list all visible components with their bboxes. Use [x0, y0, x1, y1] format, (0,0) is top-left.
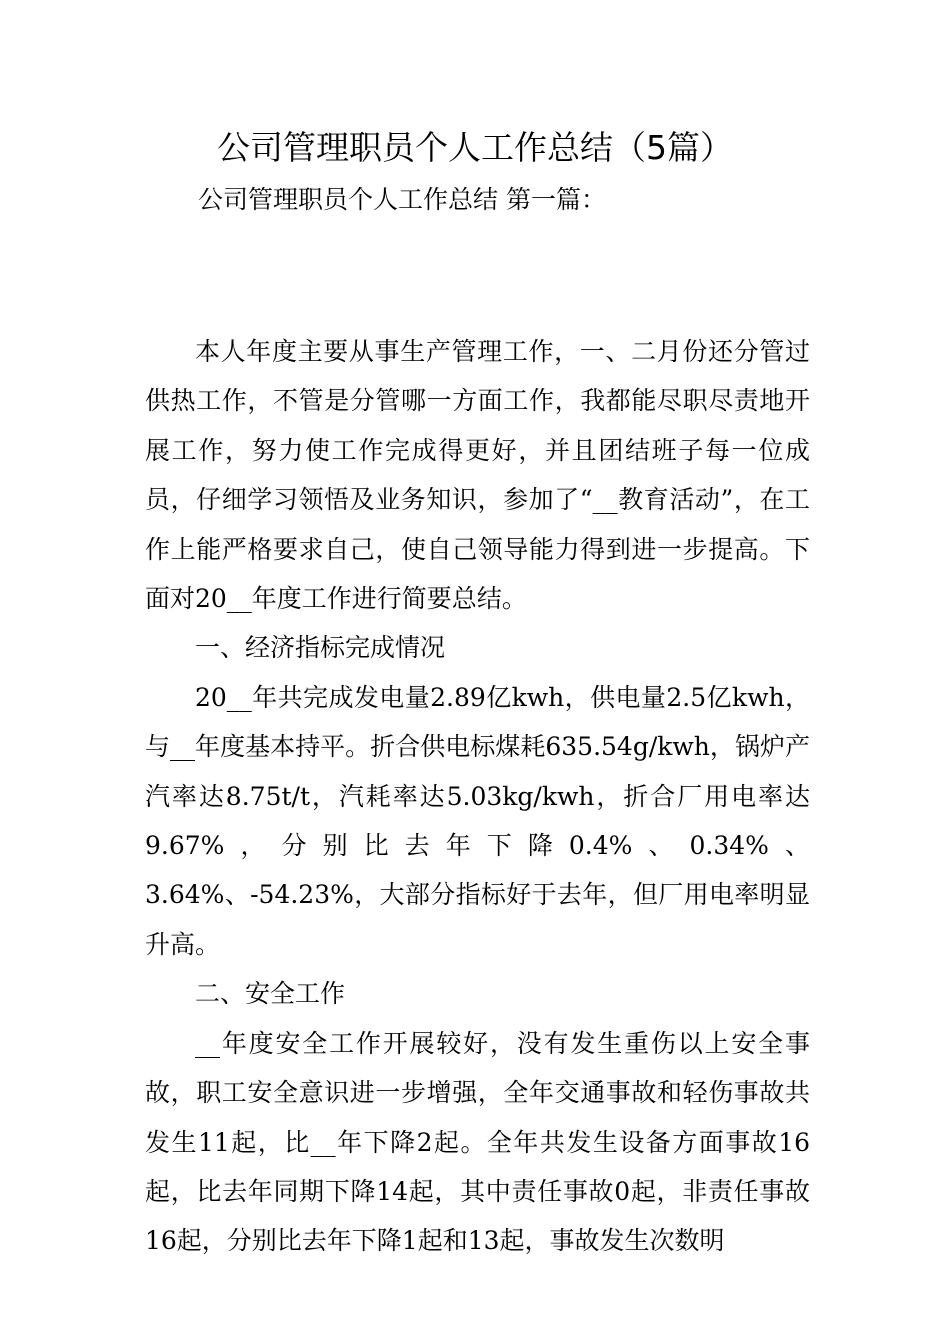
section-heading-safety: 二、安全工作: [195, 979, 346, 1009]
paragraph-economic: 20__年共完成发电量2.89亿kwh，供电量2.5亿kwh，与__年度基本持平。折合供电标煤耗635.54g/kwh，锅炉产汽率达8.75t/t，汽耗率达5.03kg/kwh，折合厂用电率达9.67%，分别比去年下降0.4%、0.34%、3.64%、-54.23%，大部分指标好于去年，但厂用电率明显升高。: [145, 682, 810, 959]
section-heading-economic: 一、经济指标完成情况: [195, 633, 446, 663]
document-title: 公司管理职员个人工作总结（5篇）: [217, 128, 733, 167]
paragraph-safety: __年度安全工作开展较好，没有发生重伤以上安全事故，职工安全意识进一步增强，全年交通事故和轻伤事故共发生11起，比__年下降2起。全年共发生设备方面事故16起，比去年同期下降14起，其中责任事故0起，非责任事故16起，分别比去年下降1起和13起，事故发生次数明: [145, 1028, 810, 1256]
document-subtitle: 公司管理职员个人工作总结 第一篇：: [198, 185, 606, 214]
document-body: [145, 327, 810, 1266]
paragraph-intro: 本人年度主要从事生产管理工作，一、二月份还分管过供热工作，不管是分管哪一方面工作，我都能尽职尽责地开展工作，努力使工作完成得更好，并且团结班子每一位成员，仔细学习领悟及业务知识，参加了“__教育活动”，在工作上能严格要求自己，使自己领导能力得到进一步提高。下面对20__年度工作进行简要总结。: [145, 337, 810, 614]
